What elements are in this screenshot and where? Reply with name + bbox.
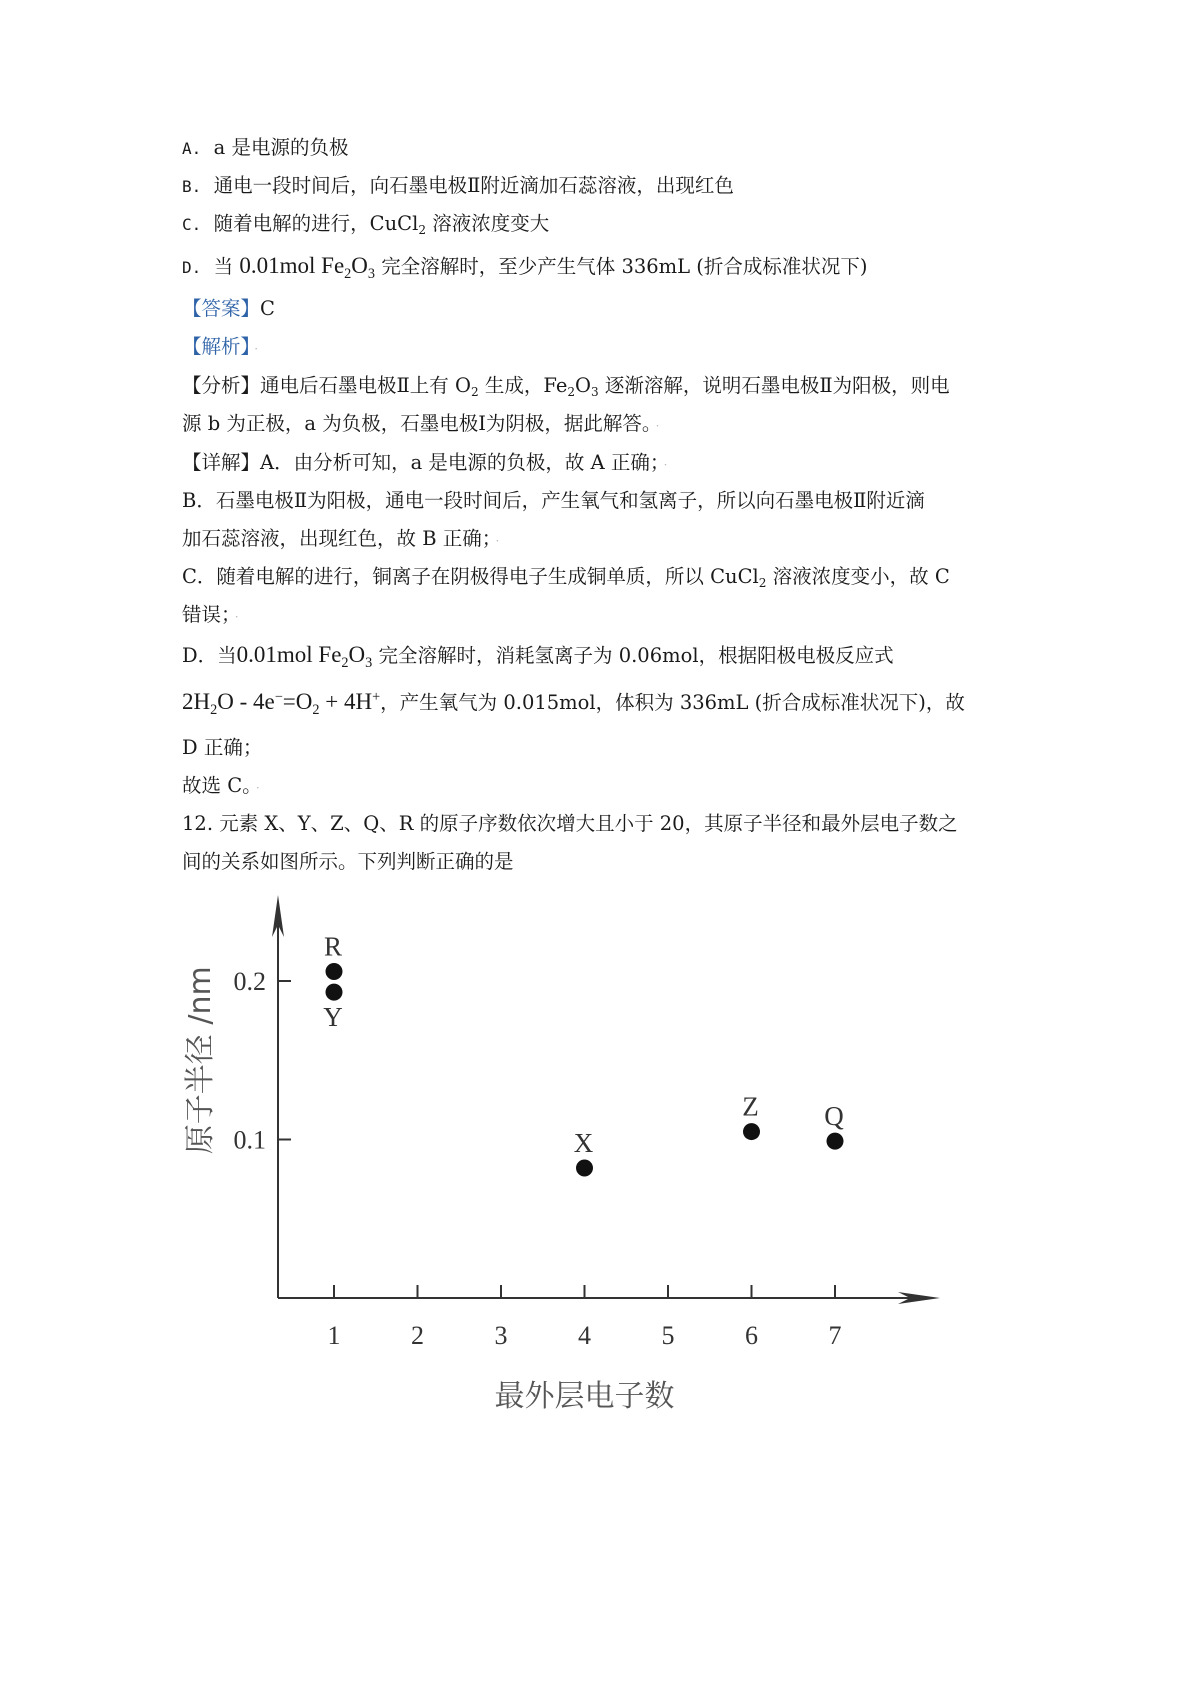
detail-d-2: $2H_2O - 4e^-=O_2 + 4H^+$，产生氧气为 0.015mol，体积为 336mL (折合成标准状况下)，故 (182, 689, 965, 718)
option-text: 溶液浓度变大 (426, 212, 550, 235)
data-point-x (576, 1160, 593, 1177)
x-tick-label: 7 (828, 1321, 842, 1350)
option-text: 当 (213, 255, 234, 278)
x-tick-label: 2 (411, 1321, 424, 1350)
option-letter: D. (182, 258, 202, 277)
detail-d-3: D 正确； (182, 736, 263, 759)
conclusion: 故选 C。 · (182, 774, 260, 797)
x-tick-label: 6 (745, 1321, 758, 1350)
detail-c-2: 错误； · (182, 603, 239, 626)
point-label-r: R (323, 931, 343, 962)
option-letter: B. (182, 177, 202, 196)
analysis-tag: 【解析】 (182, 335, 251, 358)
y-axis-title: 原子半径 /nm (183, 966, 218, 1155)
option-a (182, 136, 1042, 161)
data-point-y (326, 984, 343, 1001)
subscript: 2 (418, 223, 426, 238)
detail-b-1: B．石墨电极Ⅱ为阳极，通电一段时间后，产生氧气和氢离子，所以向石墨电极Ⅱ附近滴 (182, 489, 925, 512)
answer-tag: 【答案】 (182, 297, 261, 320)
data-point-r (326, 963, 343, 980)
data-point-q (827, 1133, 844, 1150)
detail-d-1: D．当0.01mol $Fe_2O_3$ 完全溶解时，消耗氢离子为 0.06mol，根据阳极电极反应式 (182, 642, 894, 671)
detail-c-1: C．随着电解的进行，铜离子在阴极得电子生成铜单质，所以 CuCl$_2$ 溶液浓度变小，故 C (182, 565, 950, 591)
analysis-line (182, 335, 1042, 361)
fenxi-line-1: 【分析】通电后石墨电极Ⅱ上有 $O_2$ 生成，$Fe_2O_3$ 逐渐溶解，说明石墨电极Ⅱ为阳极，则电 (182, 374, 950, 400)
fenxi-line-2: 源 b 为正极，a 为负极，石墨电极Ⅰ为阴极，据此解答。 · (182, 412, 660, 435)
option-b (182, 174, 1042, 199)
detail-tag: 【详解】 (182, 451, 261, 474)
question-line-2: 间的关系如图所示。下列判断正确的是 (182, 850, 514, 873)
option-text: 通电一段时间后，向石墨电极Ⅱ附近滴加石蕊溶液，出现红色 (213, 174, 734, 197)
data-point-z (743, 1123, 760, 1140)
x-tick-label: 4 (578, 1321, 591, 1350)
paragraph-mark: · (655, 419, 660, 433)
option-c (182, 212, 1042, 237)
x-axis-title: 最外层电子数 (494, 1379, 675, 1414)
answer-value: C (260, 297, 275, 320)
option-d (182, 254, 1042, 280)
chart-axes (183, 895, 940, 1414)
answer-line (182, 297, 1042, 321)
point-label-y: Y (323, 1002, 343, 1033)
y-tick-label: 0.1 (233, 1125, 266, 1155)
option-text: a 是电源的负极 (213, 136, 349, 159)
x-tick-label: 5 (661, 1321, 675, 1350)
detail-a: 【详解】A．由分析可知，a 是电源的负极，故 A 正确； · (182, 451, 668, 474)
question-line-1: 12. 元素 X、Y、Z、Q、R 的原子序数依次增大且小于 20，其原子半径和最外层电子数之 (182, 812, 958, 835)
x-tick-label: 1 (327, 1321, 341, 1350)
y-tick-label: 0.2 (233, 967, 266, 996)
scatter-chart (170, 880, 1070, 1440)
point-label-q: Q (824, 1101, 844, 1132)
option-text: 完全溶解时，至少产生气体 336mL (折合成标准状况下) (375, 255, 868, 278)
formula: 0.01mol $Fe_2O_3$ (236, 642, 373, 671)
paragraph-mark: · (254, 342, 259, 356)
point-label-z: Z (742, 1091, 759, 1122)
equation: $2H_2O - 4e^-=O_2 + 4H^+$ (182, 689, 381, 718)
detail-b-2: 加石蕊溶液，出现红色，故 B 正确； · (182, 527, 500, 550)
chart-labels (323, 931, 844, 1158)
option-letter: C. (182, 215, 202, 234)
option-text: 随着电解的进行，CuCl (213, 212, 419, 235)
x-tick-label: 3 (494, 1321, 508, 1350)
fenxi-tag: 【分析】 (182, 374, 261, 397)
formula: 0.01mol $Fe_2O_3$ (239, 253, 376, 282)
point-label-x: X (573, 1128, 594, 1159)
option-letter: A. (182, 139, 202, 158)
